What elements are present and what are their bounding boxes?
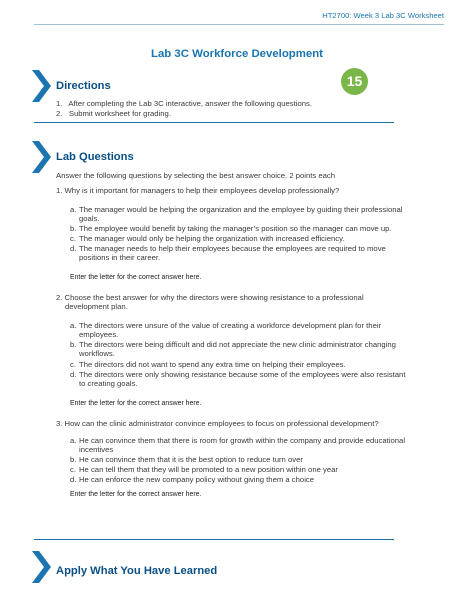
directions-item-1 — [56, 99, 312, 108]
page-title: Lab 3C Workforce Development — [151, 48, 323, 60]
directions-item-number: 2. — [56, 109, 63, 118]
question-2-text: 2. Choose the best answer for why the directors were showing resistance to a professional development plan. — [56, 293, 364, 312]
score-badge: 15 — [341, 68, 368, 95]
directions-item-text: Submit worksheet for grading. — [68, 109, 171, 118]
chevron-right-icon — [32, 551, 51, 583]
question-3-option-a[interactable]: a. He can convince them that there is room for growth within the company and provide educational incentives — [70, 436, 406, 455]
question-2-answer-prompt[interactable]: Enter the letter for the correct answer here. — [70, 400, 202, 407]
question-1-option-a[interactable]: a. The manager would be helping the organization and the employee by guiding their professional goals. — [70, 205, 403, 224]
question-2-option-d[interactable]: d. The directors were only showing resistance because some of the employees were also resistant to creating goals. — [70, 370, 406, 389]
question-3-option-d[interactable]: d. He can enforce the new company policy without giving them a choice — [70, 475, 315, 484]
question-1-text: 1. Why is it important for managers to help their employees develop professionally? — [56, 186, 340, 195]
lab-questions-heading: Lab Questions — [56, 151, 134, 163]
directions-item-2 — [56, 109, 171, 118]
question-1-option-b[interactable]: b. The employee would benefit by taking the manager’s position so the manager can move up. — [70, 224, 392, 233]
directions-item-number: 1. — [56, 99, 63, 108]
worksheet-header: HT2700: Week 3 Lab 3C Worksheet — [322, 11, 444, 20]
chevron-right-icon — [32, 141, 51, 173]
apply-section-heading: Apply What You Have Learned — [56, 565, 218, 577]
chevron-right-icon — [32, 70, 51, 102]
directions-item-text: After completing the Lab 3C interactive, answer the following questions. — [68, 99, 312, 108]
question-2-option-a[interactable]: a. The directors were unsure of the value of creating a workforce development plan for their employees. — [70, 321, 382, 340]
question-1-answer-prompt[interactable]: Enter the letter for the correct answer here. — [70, 274, 202, 281]
section-divider — [34, 539, 394, 540]
question-2-option-b[interactable]: b. The directors were being difficult and did not appreciate the new clinic administrator changing workflows. — [70, 340, 396, 359]
section-divider — [34, 122, 394, 123]
question-3-text: 3. How can the clinic administrator convince employees to focus on professional development? — [56, 419, 379, 428]
lab-questions-intro: Answer the following questions by selecting the best answer choice. 2 points each — [56, 171, 336, 180]
directions-heading: Directions — [56, 80, 111, 92]
question-3-option-c[interactable]: c. He can tell them that they will be promoted to a new position within one year — [70, 465, 338, 474]
question-1-option-c[interactable]: c. The manager would only be helping the organization with increased efficiency. — [70, 234, 345, 243]
question-3-option-b[interactable]: b. He can convince them that it is the best option to reduce turn over — [70, 455, 303, 464]
question-1-option-d[interactable]: d. The manager needs to help their employees because the employees are required to move positions in their career. — [70, 244, 386, 263]
question-3-answer-prompt[interactable]: Enter the letter for the correct answer here. — [70, 491, 202, 498]
header-divider — [34, 24, 444, 25]
question-2-option-c[interactable]: c. The directors did not want to spend any extra time on helping their employees. — [70, 360, 346, 369]
